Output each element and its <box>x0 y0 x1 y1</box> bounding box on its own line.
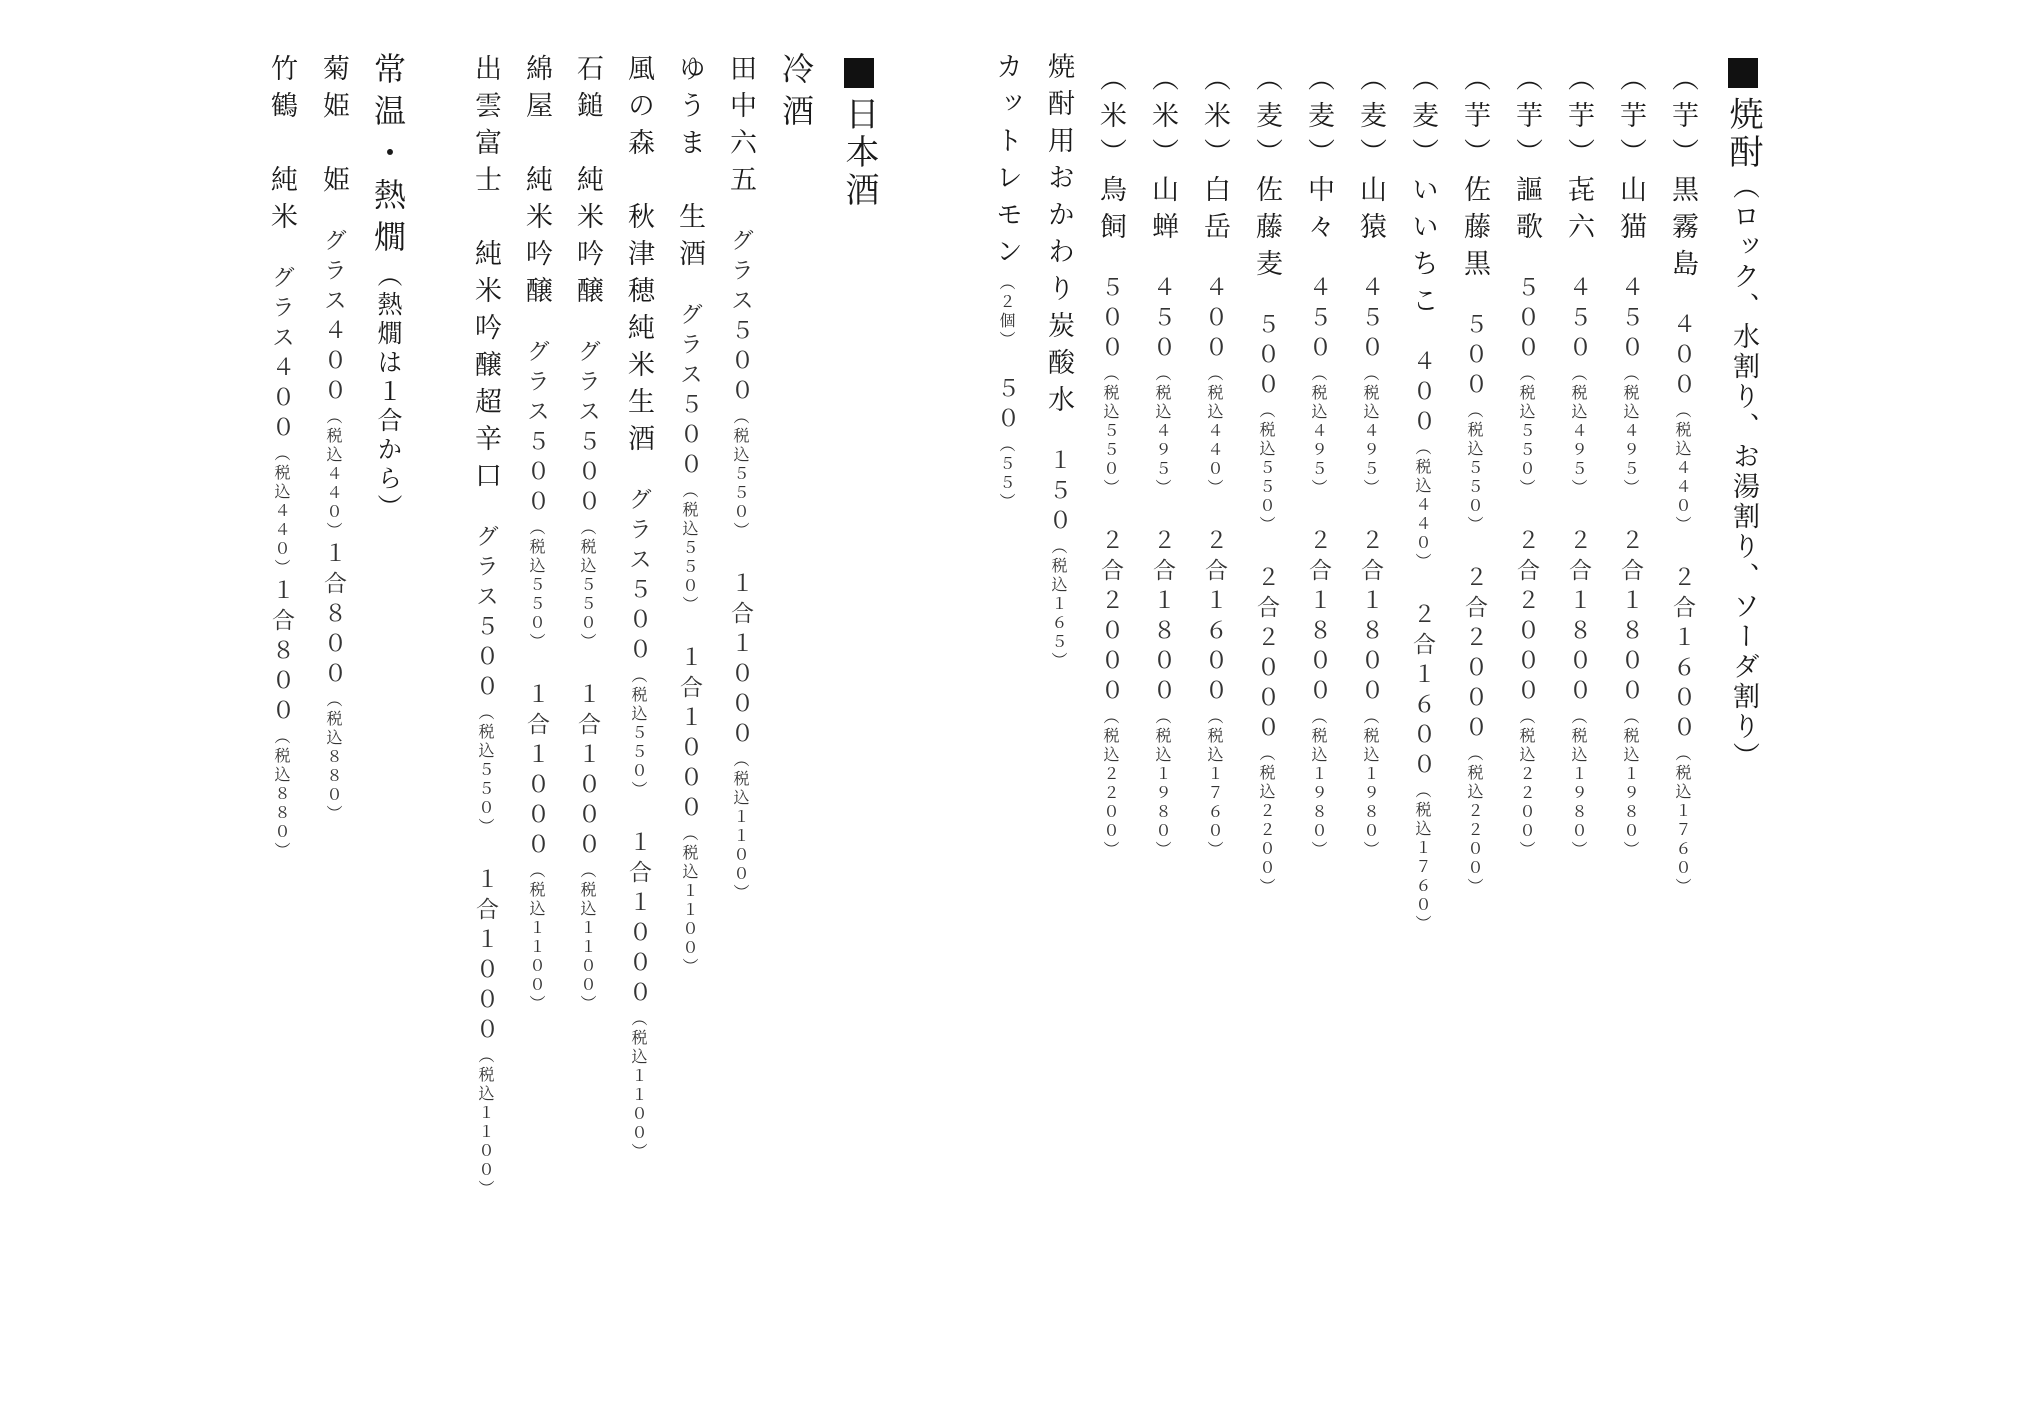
menu-text: ２合１６００ <box>1669 565 1695 745</box>
menu-text: （税込５５０） <box>1257 402 1276 535</box>
menu-text: １合１０００ <box>523 682 549 862</box>
shochu-item <box>1149 64 1176 860</box>
menu-text: ２合１８００ <box>1357 528 1383 708</box>
menu-text: （５５） <box>997 436 1016 512</box>
cold-sake-item <box>727 54 754 903</box>
menu-text: （税込１１００） <box>578 862 597 1014</box>
menu-text: （税込５５０） <box>578 519 597 652</box>
menu-text: （芋）黒霧島 <box>1667 64 1698 286</box>
menu-text: （麦）いいちこ <box>1407 64 1438 323</box>
menu-text: ４５０ <box>1617 275 1643 365</box>
menu-text: （麦）山猿 <box>1355 64 1386 249</box>
menu-text: （税込５５０） <box>1465 402 1484 535</box>
menu-text: （税込１１００） <box>629 1010 648 1162</box>
menu-text: ５００ <box>1513 275 1539 365</box>
cold-sake-item <box>472 54 499 1199</box>
menu-text: １合１０００ <box>472 867 498 1047</box>
square-bullet-icon <box>844 58 874 88</box>
menu-text: ２合１８００ <box>1149 528 1175 708</box>
menu-text: 焼酎 <box>1723 96 1763 172</box>
cold-sake-item <box>574 54 601 1014</box>
menu-text: （税込４９５） <box>1569 365 1588 498</box>
menu-text: ４５０ <box>1357 275 1383 365</box>
menu-text: グラス５００ <box>625 487 651 667</box>
menu-text: （熱燗は１合から） <box>374 262 403 523</box>
menu-text: グラス４００ <box>320 228 346 408</box>
menu-text: グラス５００ <box>574 339 600 519</box>
square-bullet-icon <box>1728 58 1758 88</box>
menu-text: （２個） <box>997 274 1016 350</box>
cold-sake-item <box>625 54 652 1162</box>
menu-text: １合８００ <box>268 578 294 728</box>
menu-text: 綿屋 純米吟醸 <box>521 54 552 313</box>
menu-text: （税込４９５） <box>1621 365 1640 498</box>
menu-text: （税込５５０） <box>731 408 750 541</box>
menu-text: ２合１６００ <box>1201 528 1227 708</box>
menu-text: グラス５００ <box>676 302 702 482</box>
menu-text: （税込５５０） <box>680 482 699 615</box>
cold-sake-item <box>676 54 703 977</box>
menu-text: （税込５５０） <box>1517 365 1536 498</box>
menu-text: （税込１７６０） <box>1673 745 1692 897</box>
menu-text: １合１０００ <box>625 830 651 1010</box>
menu-text: ２合２０００ <box>1461 565 1487 745</box>
warm-sake-item <box>268 54 295 861</box>
menu-text: （麦）佐藤麦 <box>1251 64 1282 286</box>
menu-text: ２合１８００ <box>1617 528 1643 708</box>
shochu-item <box>1461 64 1488 897</box>
menu-text: ５００ <box>1461 312 1487 402</box>
shochu-item <box>1305 64 1332 860</box>
menu-text: （税込５５０） <box>527 519 546 652</box>
menu-text: （税込１１００） <box>527 862 546 1014</box>
menu-text: （税込１７６０） <box>1413 782 1432 934</box>
shochu-extra-item <box>1045 52 1072 671</box>
menu-text: （税込４９５） <box>1309 365 1328 498</box>
menu-text: （税込４４０） <box>1673 402 1692 535</box>
menu-text: （税込４９５） <box>1153 365 1172 498</box>
warm-sake-title <box>369 52 407 523</box>
menu-text: 焼酎用おかわり炭酸水 <box>1043 52 1074 422</box>
menu-text: 常温・熱燗 <box>369 52 407 262</box>
shochu-extra-item <box>993 52 1020 512</box>
shochu-item <box>1565 64 1592 860</box>
menu-text: （麦）中々 <box>1303 64 1334 249</box>
menu-text: （税込４４０） <box>1205 365 1224 498</box>
menu-text: ２合２０００ <box>1253 565 1279 745</box>
menu-text: 竹鶴 純米 <box>266 54 297 239</box>
menu-text: （税込１９８０） <box>1309 708 1328 860</box>
menu-text: ５０ <box>993 376 1019 436</box>
menu-text: （米）白岳 <box>1199 64 1230 249</box>
menu-text: ２合２０００ <box>1513 528 1539 708</box>
menu-text: （税込５５０） <box>476 704 495 837</box>
menu-text: （税込５５０） <box>629 667 648 800</box>
menu-text: （芋）㐂六 <box>1563 64 1594 249</box>
warm-sake-item <box>320 54 347 824</box>
menu-text: ５００ <box>1253 312 1279 402</box>
shochu-item <box>1097 64 1124 860</box>
menu-text: ４００ <box>1201 275 1227 365</box>
menu-text: ４００ <box>1409 349 1435 439</box>
menu-text: グラス５００ <box>472 524 498 704</box>
shochu-heading <box>1723 58 1763 772</box>
shochu-item <box>1201 64 1228 860</box>
menu-text: ２合２０００ <box>1097 528 1123 708</box>
menu-text: ２合１６００ <box>1409 602 1435 782</box>
menu-text: 出雲富士 純米吟醸超辛口 <box>470 54 501 498</box>
menu-text: （税込５５０） <box>1101 365 1120 498</box>
menu-text: グラス４００ <box>268 265 294 445</box>
sake-heading <box>839 58 879 210</box>
menu-text: （米）山蝉 <box>1147 64 1178 249</box>
menu-text: （税込２２００） <box>1517 708 1536 860</box>
menu-text: （税込２２００） <box>1101 708 1120 860</box>
menu-text: （税込１９８０） <box>1569 708 1588 860</box>
shochu-item <box>1617 64 1644 860</box>
shochu-item <box>1669 64 1696 897</box>
menu-text: ４５０ <box>1149 275 1175 365</box>
menu-text: ゆうま 生酒 <box>674 54 705 276</box>
cold-sake-item <box>523 54 550 1014</box>
menu-text: （税込８８０） <box>324 691 343 824</box>
menu-text: グラス５００ <box>523 339 549 519</box>
menu-text: （税込１１００） <box>680 825 699 977</box>
cold-sake-title <box>777 52 815 136</box>
menu-text: （税込１７６０） <box>1205 708 1224 860</box>
menu-text: （ロック、水割り、お湯割り、ソーダ割り） <box>1728 172 1759 772</box>
menu-text: （税込１９８０） <box>1621 708 1640 860</box>
menu-text: １５０ <box>1045 448 1071 538</box>
menu-text: ４００ <box>1669 312 1695 402</box>
menu-text: （税込４４０） <box>1413 439 1432 572</box>
menu-text: 菊姫 姫 <box>318 54 349 202</box>
menu-text: （税込４４０） <box>324 408 343 541</box>
menu-text: （税込４４０） <box>272 445 291 578</box>
menu-text: 日本酒 <box>839 96 879 210</box>
menu-text: 石鎚 純米吟醸 <box>572 54 603 313</box>
menu-text: 風の森 秋津穂純米生酒 <box>623 54 654 461</box>
menu-text: グラス５００ <box>727 228 753 408</box>
shochu-item <box>1409 64 1436 934</box>
shochu-item <box>1253 64 1280 897</box>
menu-text: （税込１１００） <box>731 751 750 903</box>
menu-text: （税込１６５） <box>1049 538 1068 671</box>
menu-text: カットレモン <box>991 52 1022 274</box>
menu-text: （税込１９８０） <box>1361 708 1380 860</box>
menu-text: ５００ <box>1097 275 1123 365</box>
menu-text: （芋）山猫 <box>1615 64 1646 249</box>
menu-text: 冷酒 <box>777 52 815 136</box>
menu-text: （税込８８０） <box>272 728 291 861</box>
menu-text: １合１０００ <box>727 571 753 751</box>
menu-text: （税込２２００） <box>1257 745 1276 897</box>
menu-text: ２合１８００ <box>1305 528 1331 708</box>
menu-text: （芋）佐藤黒 <box>1459 64 1490 286</box>
menu-text: ２合１８００ <box>1565 528 1591 708</box>
menu-text: （税込１９８０） <box>1153 708 1172 860</box>
menu-text: （芋）謳歌 <box>1511 64 1542 249</box>
menu-text: （米）鳥飼 <box>1095 64 1126 249</box>
menu-text: ４５０ <box>1565 275 1591 365</box>
menu-text: １合１０００ <box>574 682 600 862</box>
menu-text: ４５０ <box>1305 275 1331 365</box>
menu-text: １合８００ <box>320 541 346 691</box>
menu-text: 田中六五 <box>725 54 756 202</box>
menu-text: （税込１１００） <box>476 1047 495 1199</box>
menu-text: （税込４９５） <box>1361 365 1380 498</box>
shochu-item <box>1513 64 1540 860</box>
menu-text: １合１０００ <box>676 645 702 825</box>
shochu-item <box>1357 64 1384 860</box>
menu-text: （税込２２００） <box>1465 745 1484 897</box>
